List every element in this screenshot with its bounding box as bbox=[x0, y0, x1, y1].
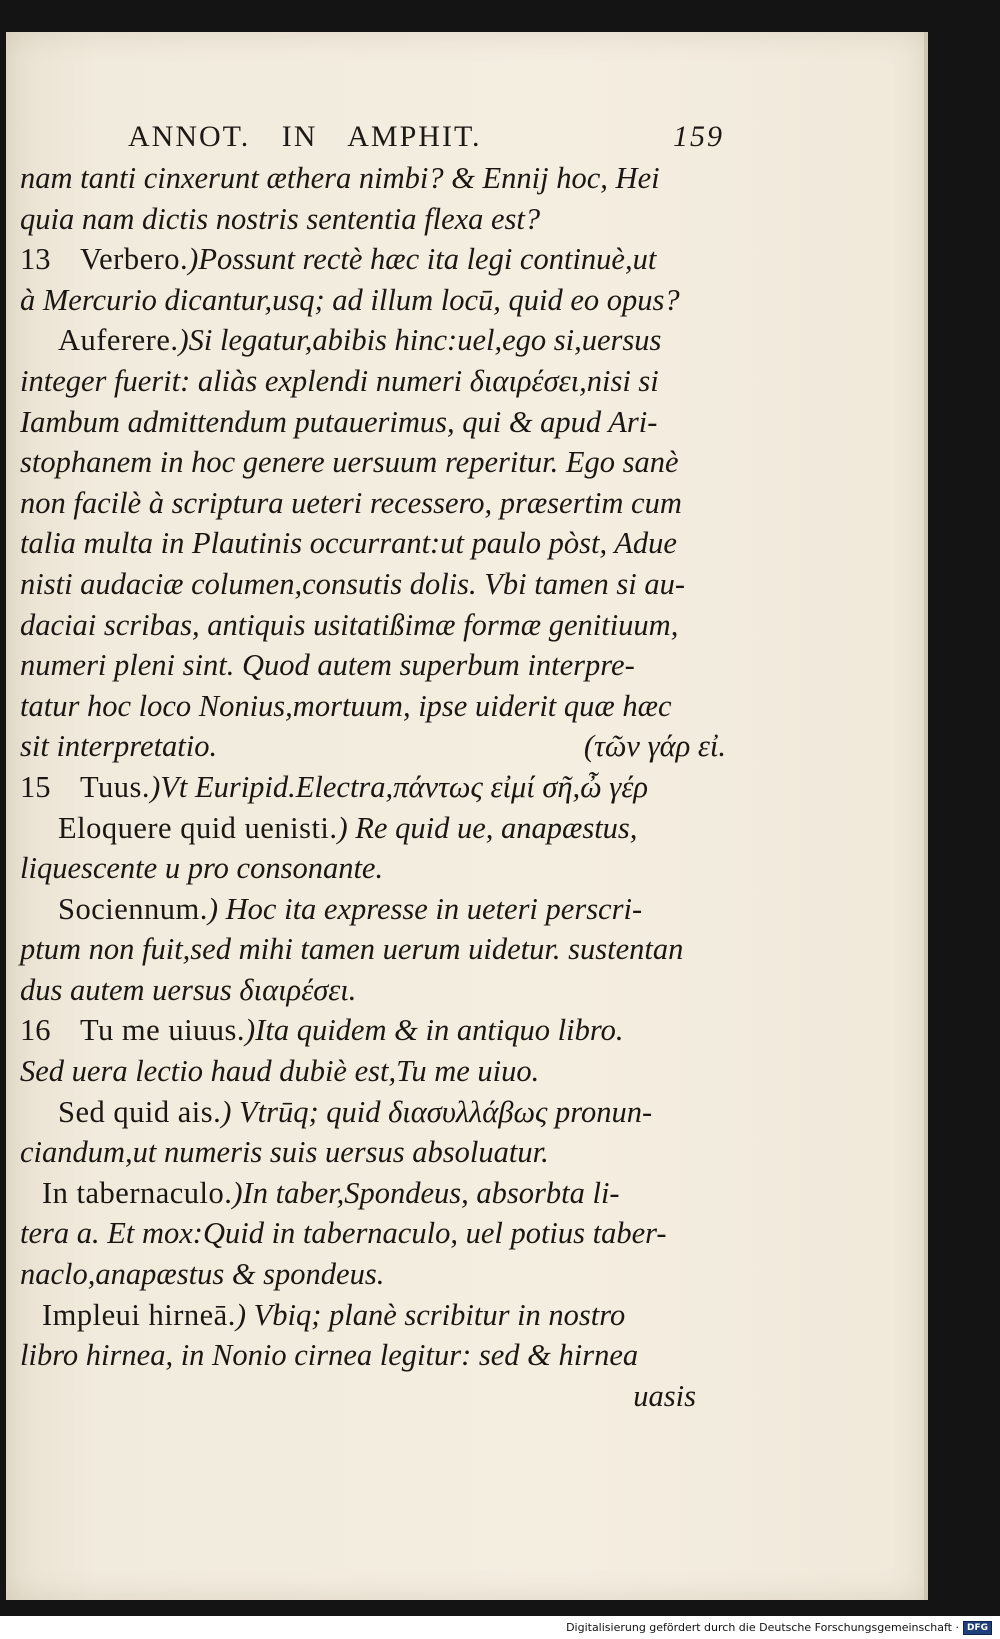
lemma: In tabernaculo. bbox=[42, 1175, 233, 1210]
line-text: nam tanti cinxerunt æthera nimbi? & Ennij hoc, Hei bbox=[20, 161, 660, 195]
line-text: stophanem in hoc genere uersuum reperitur. Ego sanè bbox=[20, 445, 679, 480]
digitization-footer bbox=[0, 1616, 1000, 1639]
text-line bbox=[20, 239, 726, 280]
text-line bbox=[20, 483, 726, 524]
line-text: ) Re quid ue, anapæstus, bbox=[337, 810, 638, 845]
text-line bbox=[20, 523, 726, 564]
line-text: )Vt Euripid.Electra,πάντως εἰμί σῆ,ὦ γέρ bbox=[150, 769, 648, 804]
text-line bbox=[20, 1335, 726, 1376]
running-head bbox=[20, 112, 726, 158]
text-line bbox=[20, 970, 726, 1011]
line-text: ptum non fuit,sed mihi tamen uerum uidetur. sustentan bbox=[20, 932, 684, 967]
text-line bbox=[20, 280, 726, 321]
line-text: quia nam dictis nostris sententia flexa est? bbox=[20, 201, 541, 236]
text-line bbox=[20, 320, 726, 361]
text-line bbox=[20, 1173, 726, 1214]
text-line bbox=[20, 605, 726, 646]
text-line bbox=[20, 1132, 726, 1173]
line-text: numeri pleni sint. Quod autem superbum interpre- bbox=[20, 648, 635, 683]
line-text: )Possunt rectè hæc ita legi continuè,ut bbox=[188, 242, 657, 277]
lemma: Auferere. bbox=[58, 323, 179, 358]
text-line bbox=[20, 402, 726, 443]
text-line bbox=[20, 889, 726, 930]
page-edge bbox=[924, 32, 928, 1600]
dfg-logo: DFG bbox=[963, 1621, 992, 1635]
catchword: uasis bbox=[633, 1378, 696, 1413]
text-line bbox=[20, 1254, 726, 1295]
line-text: sit interpretatio. bbox=[20, 729, 218, 764]
text-line bbox=[20, 848, 726, 889]
line-text: Sed uera lectio haud dubiè est,Tu me uiuo. bbox=[20, 1054, 540, 1089]
line-text: ) Vtrūq; quid διασυλλάβως pronun- bbox=[221, 1094, 653, 1129]
greek-fragment: (τῶν γάρ εἰ. bbox=[583, 729, 726, 764]
text-line bbox=[20, 1010, 726, 1051]
line-text: nisti audaciæ columen,consutis dolis. Vbi tamen si au- bbox=[20, 566, 686, 601]
lemma: Sed quid ais. bbox=[58, 1094, 222, 1129]
line-text: à Mercurio dicantur,usq; ad illum locū, quid eo opus? bbox=[20, 282, 680, 317]
lemma: Eloquere quid uenisti. bbox=[58, 810, 338, 845]
book-page bbox=[6, 32, 924, 1600]
text-line bbox=[20, 808, 726, 849]
text-line bbox=[20, 726, 726, 767]
text-line bbox=[20, 1295, 726, 1336]
text-line bbox=[20, 158, 726, 199]
text-line bbox=[20, 1213, 726, 1254]
line-text: libro hirnea, in Nonio cirnea legitur: sed & hirnea bbox=[20, 1338, 639, 1373]
text-line bbox=[20, 686, 726, 727]
line-text: )Si legatur,abibis hinc:uel,ego si,uersus bbox=[178, 323, 662, 358]
line-text: ) Hoc ita expresse in ueteri perscri- bbox=[207, 891, 643, 926]
line-text: Iambum admittendum putauerimus, qui & apud Ari- bbox=[20, 404, 658, 439]
line-text: integer fuerit: aliàs explendi numeri διαιρέσει,nisi si bbox=[20, 363, 659, 398]
line-number: 16 bbox=[20, 1013, 51, 1048]
text-block bbox=[20, 112, 726, 1416]
line-text: dus autem uersus διαιρέσει. bbox=[20, 972, 357, 1007]
text-line bbox=[20, 929, 726, 970]
text-line bbox=[20, 1092, 726, 1133]
line-text: liquescente u pro consonante. bbox=[20, 851, 384, 886]
line-text: tatur hoc loco Nonius,mortuum, ipse uiderit quæ hæc bbox=[20, 688, 672, 723]
running-head-title: ANNOT. IN AMPHIT. bbox=[128, 120, 482, 153]
text-line bbox=[20, 645, 726, 686]
line-text: tera a. Et mox:Quid in tabernaculo, uel potius taber- bbox=[20, 1216, 667, 1251]
text-line bbox=[20, 1051, 726, 1092]
line-number: 13 bbox=[20, 242, 51, 277]
lemma: Tu me uiuus. bbox=[80, 1013, 246, 1048]
footer-credit: Digitalisierung gefördert durch die Deutsche Forschungsgemeinschaft · bbox=[566, 1621, 959, 1634]
line-number: 15 bbox=[20, 769, 51, 804]
text-line bbox=[20, 361, 726, 402]
line-text: non facilè à scriptura ueteri recessero, præsertim cum bbox=[20, 485, 682, 520]
line-text: )In taber,Spondeus, absorbta li- bbox=[232, 1175, 620, 1210]
lemma: Tuus. bbox=[80, 769, 151, 804]
lemma: Verbero. bbox=[80, 242, 189, 277]
line-text: )Ita quidem & in antiquo libro. bbox=[245, 1013, 624, 1048]
line-text: naclo,anapæstus & spondeus. bbox=[20, 1257, 385, 1292]
line-text: daciai scribas, antiquis usitatißimæ formæ genitiuum, bbox=[20, 607, 679, 642]
lemma: Impleui hirneā. bbox=[42, 1297, 236, 1332]
text-line bbox=[20, 199, 726, 240]
lemma: Sociennum. bbox=[58, 891, 208, 926]
text-lines bbox=[20, 158, 726, 1376]
text-line bbox=[20, 564, 726, 605]
text-line bbox=[20, 767, 726, 808]
line-text: talia multa in Plautinis occurrant:ut paulo pòst, Adue bbox=[20, 526, 677, 561]
text-line bbox=[20, 442, 726, 483]
line-text: ) Vbiq; planè scribitur in nostro bbox=[235, 1297, 626, 1332]
page-number: 159 bbox=[673, 120, 724, 153]
line-text: ciandum,ut numeris suis uersus absoluatur. bbox=[20, 1135, 549, 1170]
